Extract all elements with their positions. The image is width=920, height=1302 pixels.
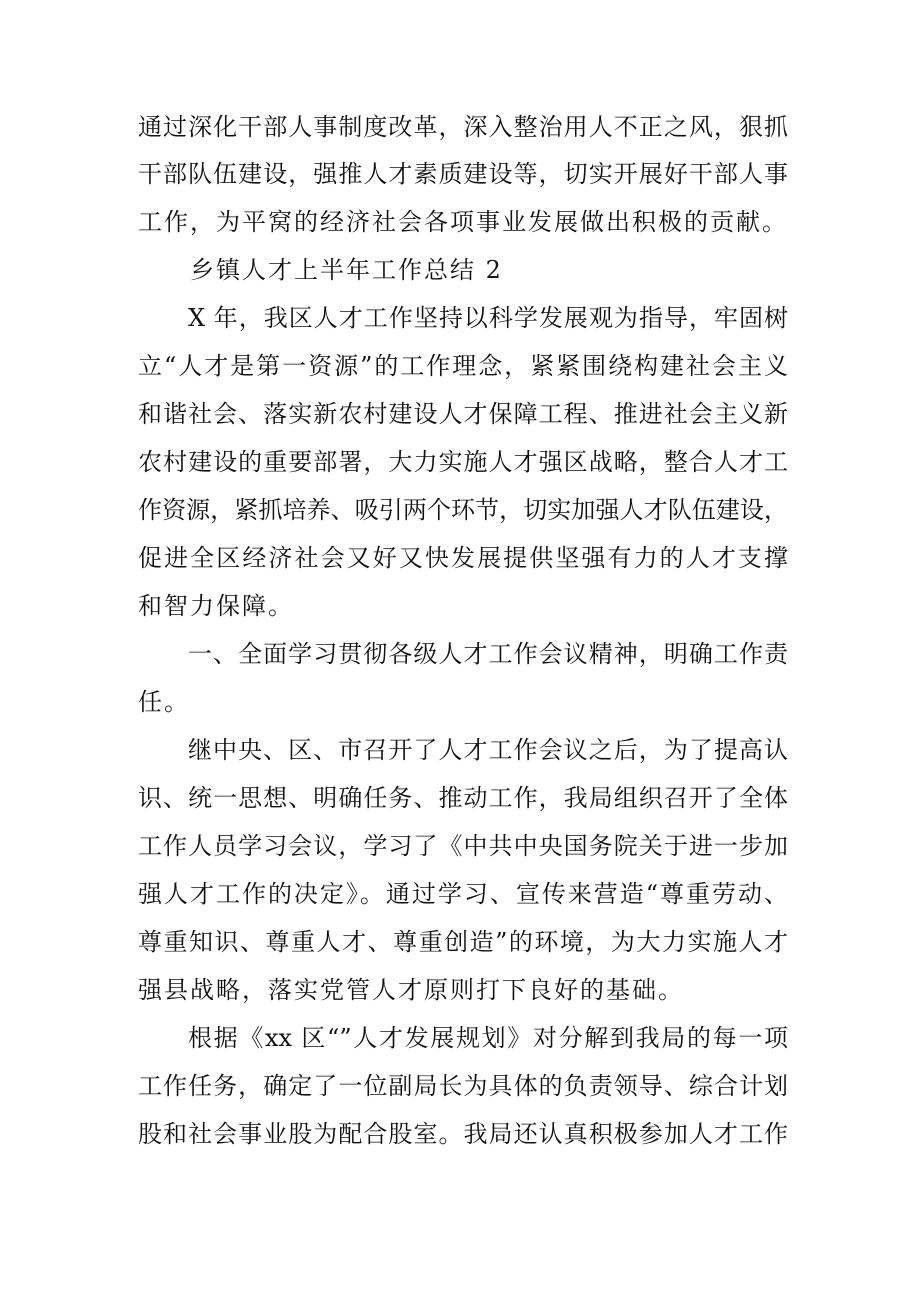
- text-line: 识、统一思想、明确任务、推动工作，我局组织召开了全体: [138, 784, 788, 812]
- text-line: 通过深化干部人事制度改革，深入整治用人不正之风，狠抓: [138, 113, 788, 141]
- text-line: X 年，我区人才工作坚持以科学发展观为指导，牢固树: [188, 304, 788, 332]
- text-line: 尊重知识、尊重人才、尊重创造”的环境，为大力实施人才: [138, 928, 788, 956]
- text-line: 强县战略，落实党管人才原则打下良好的基础。: [138, 976, 684, 1004]
- text-line: 农村建设的重要部署，大力实施人才强区战略，整合人才工: [138, 448, 788, 476]
- text-line: 和谐社会、落实新农村建设人才保障工程、推进社会主义新: [138, 400, 788, 428]
- text-line: 工作人员学习会议，学习了《中共中央国务院关于进一步加: [138, 832, 788, 860]
- text-line: 强人才工作的决定》。通过学习、宣传来营造“尊重劳动、: [138, 880, 788, 908]
- text-line: 促进全区经济社会又好又快发展提供坚强有力的人才支撑: [138, 544, 788, 572]
- section-heading: 乡镇人才上半年工作总结 2: [190, 256, 503, 284]
- text-line: 立“人才是第一资源”的工作理念，紧紧围绕构建社会主义: [138, 352, 788, 380]
- text-line: 工作任务，确定了一位副局长为具体的负责领导、综合计划: [138, 1072, 788, 1100]
- section-heading: 任。: [138, 688, 190, 716]
- text-line: 股和社会事业股为配合股室。我局还认真积极参加人才工作: [138, 1120, 788, 1148]
- section-heading: 一、全面学习贯彻各级人才工作会议精神，明确工作责: [188, 640, 788, 668]
- text-line: 工作，为平窝的经济社会各项事业发展做出积极的贡献。: [138, 208, 788, 236]
- text-line: 作资源，紧抓培养、吸引两个环节，切实加强人才队伍建设，: [138, 496, 788, 524]
- text-line: 干部队伍建设，强推人才素质建设等，切实开展好干部人事: [138, 160, 788, 188]
- text-line: 根据《xx 区“”人才发展规划》对分解到我局的每一项: [188, 1024, 788, 1052]
- text-line: 继中央、区、市召开了人才工作会议之后，为了提高认: [188, 736, 788, 764]
- text-line: 和智力保障。: [138, 592, 294, 620]
